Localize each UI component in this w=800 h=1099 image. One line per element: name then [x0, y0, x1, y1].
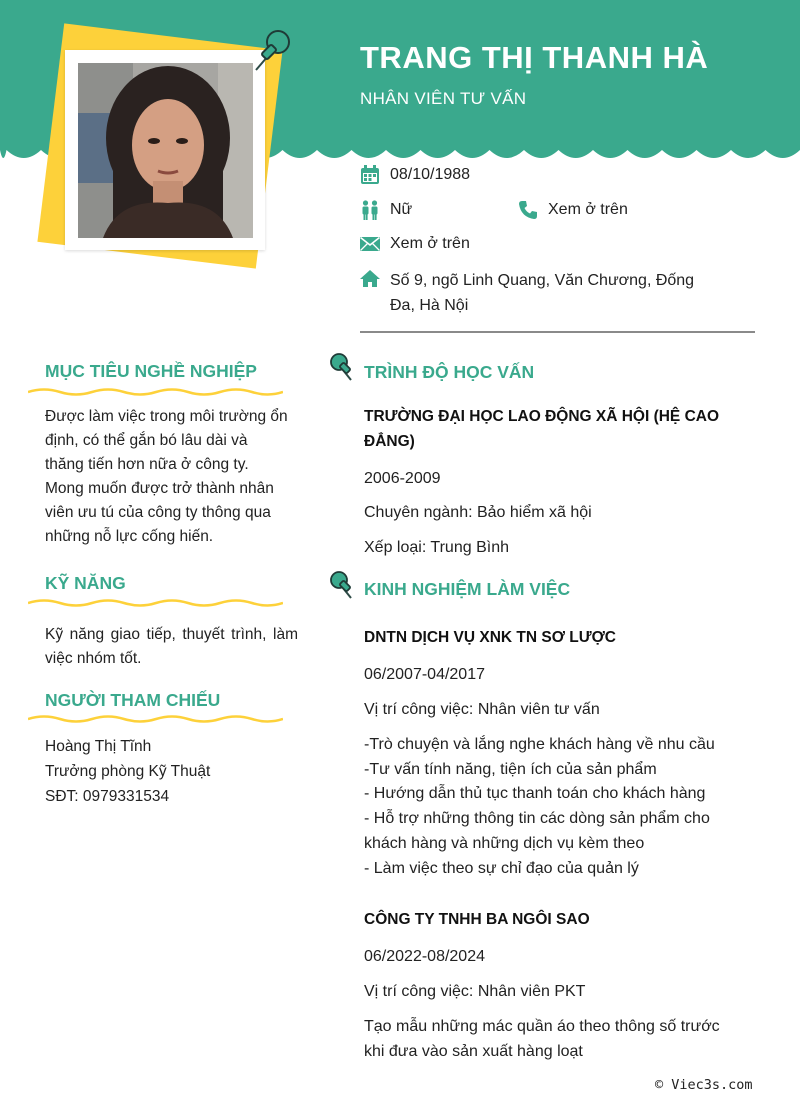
references-heading: NGƯỜI THAM CHIẾU: [45, 690, 221, 710]
job-position: Vị trí công việc: Nhân viên tư vấn: [364, 701, 600, 718]
education-grade: Xếp loại: Trung Bình: [364, 539, 509, 556]
reference-role: Trưởng phòng Kỹ Thuật: [45, 763, 211, 780]
heading-underline: [28, 714, 283, 724]
job-title: NHÂN VIÊN TƯ VẤN: [360, 89, 527, 108]
job-position: Vị trí công việc: Nhân viên PKT: [364, 983, 586, 1000]
reference-name: Hoàng Thị Tĩnh: [45, 738, 152, 755]
footer-copyright: © Viec3s.com: [655, 1077, 753, 1093]
phone-text: Xem ở trên: [548, 201, 628, 218]
job-period: 06/2022-08/2024: [364, 948, 485, 965]
candidate-name: TRANG THỊ THANH HÀ: [360, 40, 709, 75]
education-major: Chuyên ngành: Bảo hiểm xã hội: [364, 504, 592, 521]
pushpin-icon: [329, 570, 357, 600]
education-heading: TRÌNH ĐỘ HỌC VẤN: [364, 362, 535, 382]
skills-text: Kỹ năng giao tiếp, thuyết trình, làm việc nhóm tốt.: [45, 626, 298, 667]
pushpin-icon: [329, 352, 357, 382]
heading-underline: [28, 387, 283, 397]
home-icon: [360, 269, 380, 289]
heading-underline: [28, 598, 283, 608]
phone-icon: [518, 200, 538, 220]
job-duties: Tạo mẫu những mác quần áo theo thông số trước khi đưa vào sản xuất hàng loạt: [364, 1018, 720, 1060]
skills-heading: KỸ NĂNG: [45, 573, 126, 593]
job-duties: -Trò chuyện và lắng nghe khách hàng về nhu cầu -Tư vấn tính năng, tiện ích của sản phẩm - Hướng dẫn thủ tục thanh toán cho khách hàng - Hỗ trợ những thông tin các dòng sản phẩm cho khách hàng và những dịch vụ kèm theo - Làm việc theo sự chỉ đạo của quản lý: [364, 736, 715, 877]
reference-phone: SĐT: 0979331534: [45, 788, 170, 805]
education-school: TRƯỜNG ĐẠI HỌC LAO ĐỘNG XÃ HỘI (HỆ CAO ĐẲNG): [364, 408, 720, 450]
experience-heading: KINH NGHIỆM LÀM VIỆC: [364, 579, 571, 599]
job-period: 06/2007-04/2017: [364, 666, 485, 683]
job-company: CÔNG TY TNHH BA NGÔI SAO: [364, 911, 590, 928]
birthdate-text: 08/10/1988: [390, 166, 471, 183]
job-company: DNTN DỊCH VỤ XNK TN SƠ LƯỢC: [364, 629, 616, 646]
calendar-icon: [360, 165, 380, 185]
people-icon: [360, 200, 380, 220]
pushpin-icon: [252, 26, 292, 72]
profile-photo: [78, 63, 253, 238]
gender-text: Nữ: [390, 201, 413, 218]
education-period: 2006-2009: [364, 470, 441, 487]
references-block: [45, 734, 298, 809]
email-text: Xem ở trên: [390, 235, 470, 252]
objective-heading: MỤC TIÊU NGHỀ NGHIỆP: [45, 361, 257, 381]
objective-text: Được làm việc trong môi trường ổn định, có thể gắn bó lâu dài và thăng tiến hơn nữa ở công ty. Mong muốn được trở thành nhân viên ưu tú của công ty thông qua những nỗ lực cống hiến.: [45, 408, 288, 545]
envelope-icon: [360, 234, 380, 254]
contact-divider: [360, 331, 755, 333]
address-text: Số 9, ngõ Linh Quang, Văn Chương, Đống Đa, Hà Nội: [390, 272, 695, 314]
